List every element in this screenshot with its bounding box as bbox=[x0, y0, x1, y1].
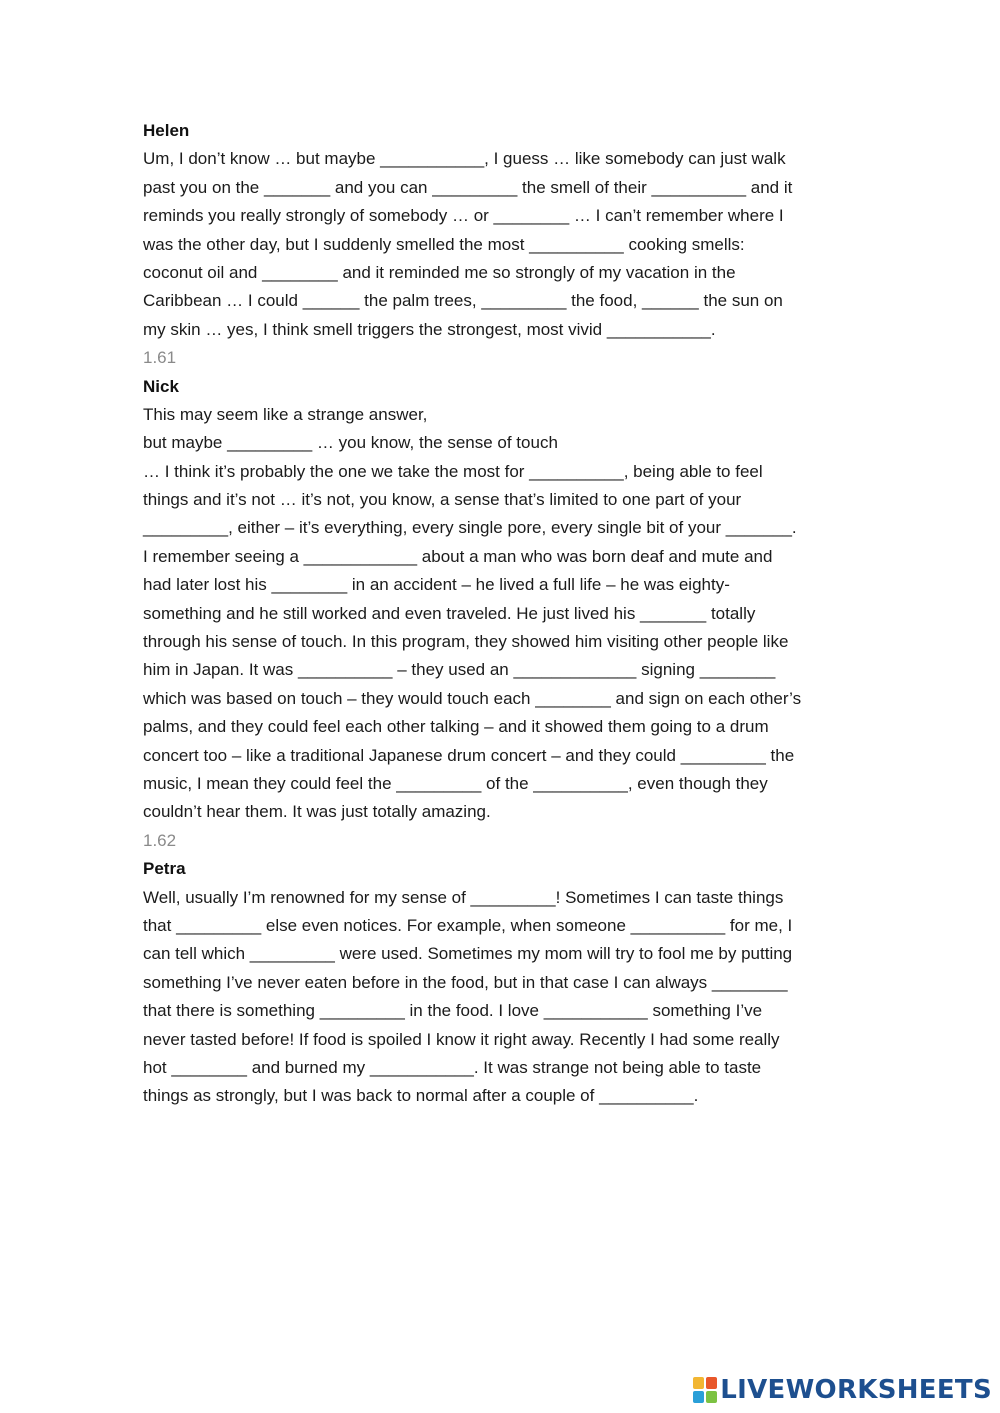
speaker-name: Helen bbox=[143, 121, 190, 140]
transcript-line: coconut oil and ________ and it reminded me so strongly of my vacation in the bbox=[143, 262, 736, 282]
transcript-line: I remember seeing a ____________ about a man who was born deaf and mute and bbox=[143, 546, 773, 566]
track-number: 1.62 bbox=[143, 830, 177, 850]
transcript-line: things and it’s not … it’s not, you know, a sense that’s limited to one part of your bbox=[143, 490, 742, 510]
transcript-line: concert too – like a traditional Japanese drum concert – and they could _________ the bbox=[143, 745, 795, 765]
transcript-line: things as strongly, but I was back to normal after a couple of __________. bbox=[143, 1086, 699, 1106]
transcript-line: had later lost his ________ in an accident – he lived a full life – he was eighty- bbox=[143, 575, 730, 595]
transcript-line: but maybe _________ … you know, the sense of touch bbox=[143, 433, 558, 453]
transcript-line: something I’ve never eaten before in the food, but in that case I can always ________ bbox=[143, 972, 788, 992]
transcript-line: This may seem like a strange answer, bbox=[143, 404, 428, 424]
speaker-name: Petra bbox=[143, 859, 186, 879]
logo-square-2 bbox=[706, 1377, 717, 1389]
logo-square-4 bbox=[706, 1391, 717, 1403]
transcript-line: something and he still worked and even traveled. He just lived his _______ totally bbox=[143, 603, 756, 623]
transcript-line: can tell which _________ were used. Sometimes my mom will try to fool me by putting bbox=[143, 944, 793, 964]
transcript-line: never tasted before! If food is spoiled I know it right away. Recently I had some really bbox=[143, 1029, 780, 1049]
transcript-line: Um, I don’t know … but maybe ___________, I guess … like somebody can just walk bbox=[143, 149, 786, 169]
transcript-line: hot ________ and burned my ___________. It was strange not being able to taste bbox=[143, 1057, 762, 1077]
transcript-line: Well, usually I’m renowned for my sense of _________! Sometimes I can taste things bbox=[143, 887, 784, 907]
transcript-line: that there is something _________ in the food. I love ___________ something I’ve bbox=[143, 1001, 763, 1021]
transcript-line: palms, and they could feel each other talking – and it showed them going to a drum bbox=[143, 717, 769, 737]
logo-square-3 bbox=[693, 1391, 704, 1403]
transcript-line: couldn’t hear them. It was just totally amazing. bbox=[143, 802, 491, 822]
transcript-line: past you on the _______ and you can _________ the smell of their __________ and it bbox=[143, 177, 793, 197]
speaker-name: Nick bbox=[143, 376, 179, 396]
track-number: 1.61 bbox=[143, 348, 177, 368]
transcript-line: _________, either – it’s everything, every single pore, every single bit of your _______. bbox=[143, 518, 797, 538]
transcript-line: my skin … yes, I think smell triggers the strongest, most vivid ___________. bbox=[143, 319, 716, 339]
logo-square-1 bbox=[693, 1377, 704, 1389]
transcript-line: that _________ else even notices. For example, when someone __________ for me, I bbox=[143, 915, 793, 935]
transcript-content bbox=[143, 117, 883, 1111]
transcript-line: music, I mean they could feel the _________ of the __________, even though they bbox=[143, 773, 768, 793]
logo-text: LIVEWORKSHEETS bbox=[720, 1375, 992, 1405]
transcript-line: through his sense of touch. In this program, they showed him visiting other people like bbox=[143, 632, 789, 652]
transcript-line: was the other day, but I suddenly smelled the most __________ cooking smells: bbox=[143, 234, 745, 254]
transcript-line: Caribbean … I could ______ the palm trees, _________ the food, ______ the sun on bbox=[143, 291, 783, 311]
transcript-line: which was based on touch – they would touch each ________ and sign on each other’s bbox=[143, 688, 802, 708]
transcript-line: him in Japan. It was __________ – they used an _____________ signing ________ bbox=[143, 660, 776, 680]
liveworksheets-logo bbox=[693, 1373, 992, 1407]
transcript-line: reminds you really strongly of somebody … or ________ … I can’t remember where I bbox=[143, 206, 784, 226]
logo-mark-icon bbox=[693, 1377, 717, 1403]
transcript-line: … I think it’s probably the one we take the most for __________, being able to feel bbox=[143, 461, 763, 481]
